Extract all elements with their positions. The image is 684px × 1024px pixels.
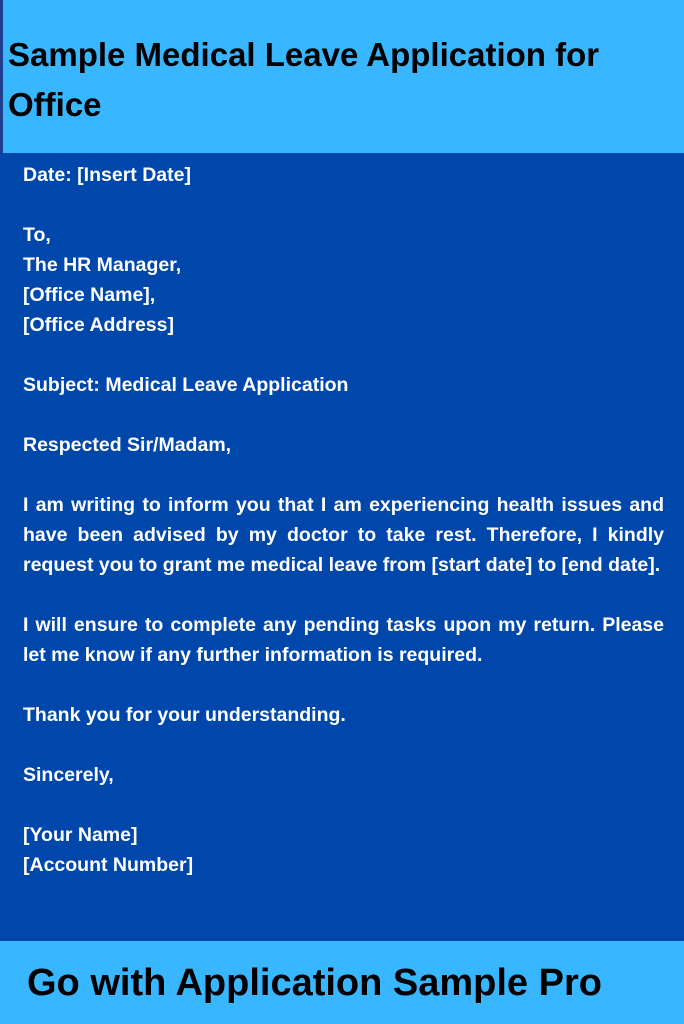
footer-brand-text: Go with Application Sample Pro: [27, 961, 602, 1004]
page-header: [0, 0, 684, 153]
page-footer: [0, 941, 684, 1024]
letter-closing: Sincerely,: [23, 764, 114, 786]
letter-subject: Subject: Medical Leave Application: [23, 374, 349, 396]
recipient-line: [Office Name],: [23, 284, 156, 306]
letter-recipient: [23, 220, 664, 340]
letter-signature: [23, 820, 664, 880]
header-accent-bar: [0, 0, 3, 153]
letter-paragraph-2: I will ensure to complete any pending tasks upon my return. Please let me know if any further information is required.: [23, 614, 664, 666]
letter-paragraph-1: I am writing to inform you that I am experiencing health issues and have been advised by my doctor to take rest. Therefore, I kindly request you to grant me medical leave from [start date] to [end date].: [23, 494, 664, 576]
letter-thanks: Thank you for your understanding.: [23, 704, 346, 726]
signature-account-number: [Account Number]: [23, 854, 194, 876]
recipient-line: [Office Address]: [23, 314, 174, 336]
recipient-line: The HR Manager,: [23, 254, 182, 276]
title-line-2: Office: [8, 86, 102, 123]
letter-date: Date: [Insert Date]: [23, 164, 191, 186]
page-title: [8, 30, 674, 130]
letter-salutation: Respected Sir/Madam,: [23, 434, 232, 456]
signature-name: [Your Name]: [23, 824, 138, 846]
letter-body: [23, 160, 664, 910]
title-line-1: Sample Medical Leave Application for: [8, 36, 600, 73]
recipient-line: To,: [23, 224, 51, 246]
